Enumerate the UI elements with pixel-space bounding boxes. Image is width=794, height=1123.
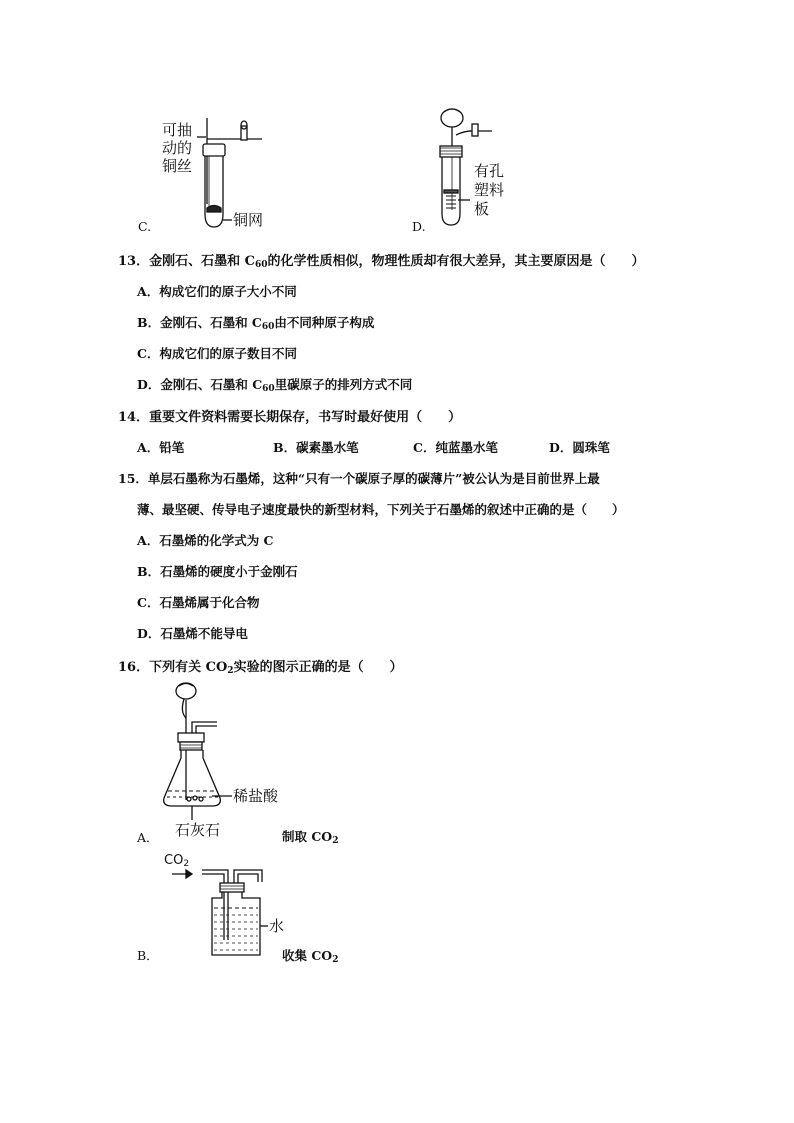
question-15-option-a[interactable]: A．石墨烯的化学式为 C	[137, 533, 274, 548]
question-16-option-a-letter[interactable]: A．	[137, 830, 159, 845]
question-15-option-c[interactable]: C．石墨烯属于化合物	[137, 595, 260, 610]
question-15-option-d[interactable]: D．石墨烯不能导电	[137, 626, 248, 641]
question-16-stem: 16．下列有关 $CO_2$实验的图示正确的是（ ）	[118, 660, 403, 676]
question-13-option-d[interactable]: D．金刚石、石墨和 $C_{60}$里碳原子的排列方式不同	[137, 377, 413, 394]
figure-d-letter: D.	[412, 219, 426, 234]
question-15-stem-line-2: 薄、最坚硬、传导电子速度最快的新型材料，下列关于石墨烯的叙述中正确的是（ ）	[137, 502, 625, 517]
question-16-option-a-caption: 制取 $CO_2$	[282, 829, 339, 846]
question-13-stem: 13．金刚石、石墨和 $C_{60}$的化学性质相似，物理性质却有很大差异，其主要原因是（ ）	[118, 254, 645, 270]
question-14-option-b[interactable]: B．碳素墨水笔	[273, 440, 359, 455]
question-13-option-a[interactable]: A．构成它们的原子大小不同	[137, 284, 297, 299]
figure-16b-water-label: 水	[269, 917, 285, 935]
question-13-option-c[interactable]: C．构成它们的原子数目不同	[137, 346, 297, 361]
figure-16a-acid-label: 稀盐酸	[233, 787, 279, 805]
question-14-stem: 14．重要文件资料需要长期保存，书写时最好使用（ ）	[118, 410, 462, 425]
figure-16b-gas-label: $CO_2$	[164, 853, 190, 869]
question-15-stem-line-1: 15．单层石墨称为石墨烯，这种“只有一个碳原子厚的碳薄片”被公认为是目前世界上最	[118, 471, 600, 486]
question-14-option-a[interactable]: A．铅笔	[137, 440, 185, 455]
figure-c-net-label: 铜网	[233, 211, 264, 229]
figure-c-wire-label: 可抽 动的 铜丝	[162, 121, 193, 175]
question-14-option-d[interactable]: D．圆珠笔	[549, 440, 610, 455]
question-13-option-b[interactable]: B．金刚石、石墨和 $C_{60}$由不同种原子构成	[137, 315, 375, 332]
figure-d-plate-label: 有孔 塑料 板	[474, 162, 505, 218]
question-14-option-c[interactable]: C．纯蓝墨水笔	[413, 440, 498, 455]
question-16-option-b-caption: 收集 $CO_2$	[282, 948, 339, 965]
figure-c-letter: C.	[138, 219, 152, 234]
figure-16a-stone-label: 石灰石	[175, 821, 221, 839]
question-16-option-b-letter[interactable]: B．	[137, 948, 159, 963]
question-15-option-b[interactable]: B．石墨烯的硬度小于金刚石	[137, 564, 298, 579]
